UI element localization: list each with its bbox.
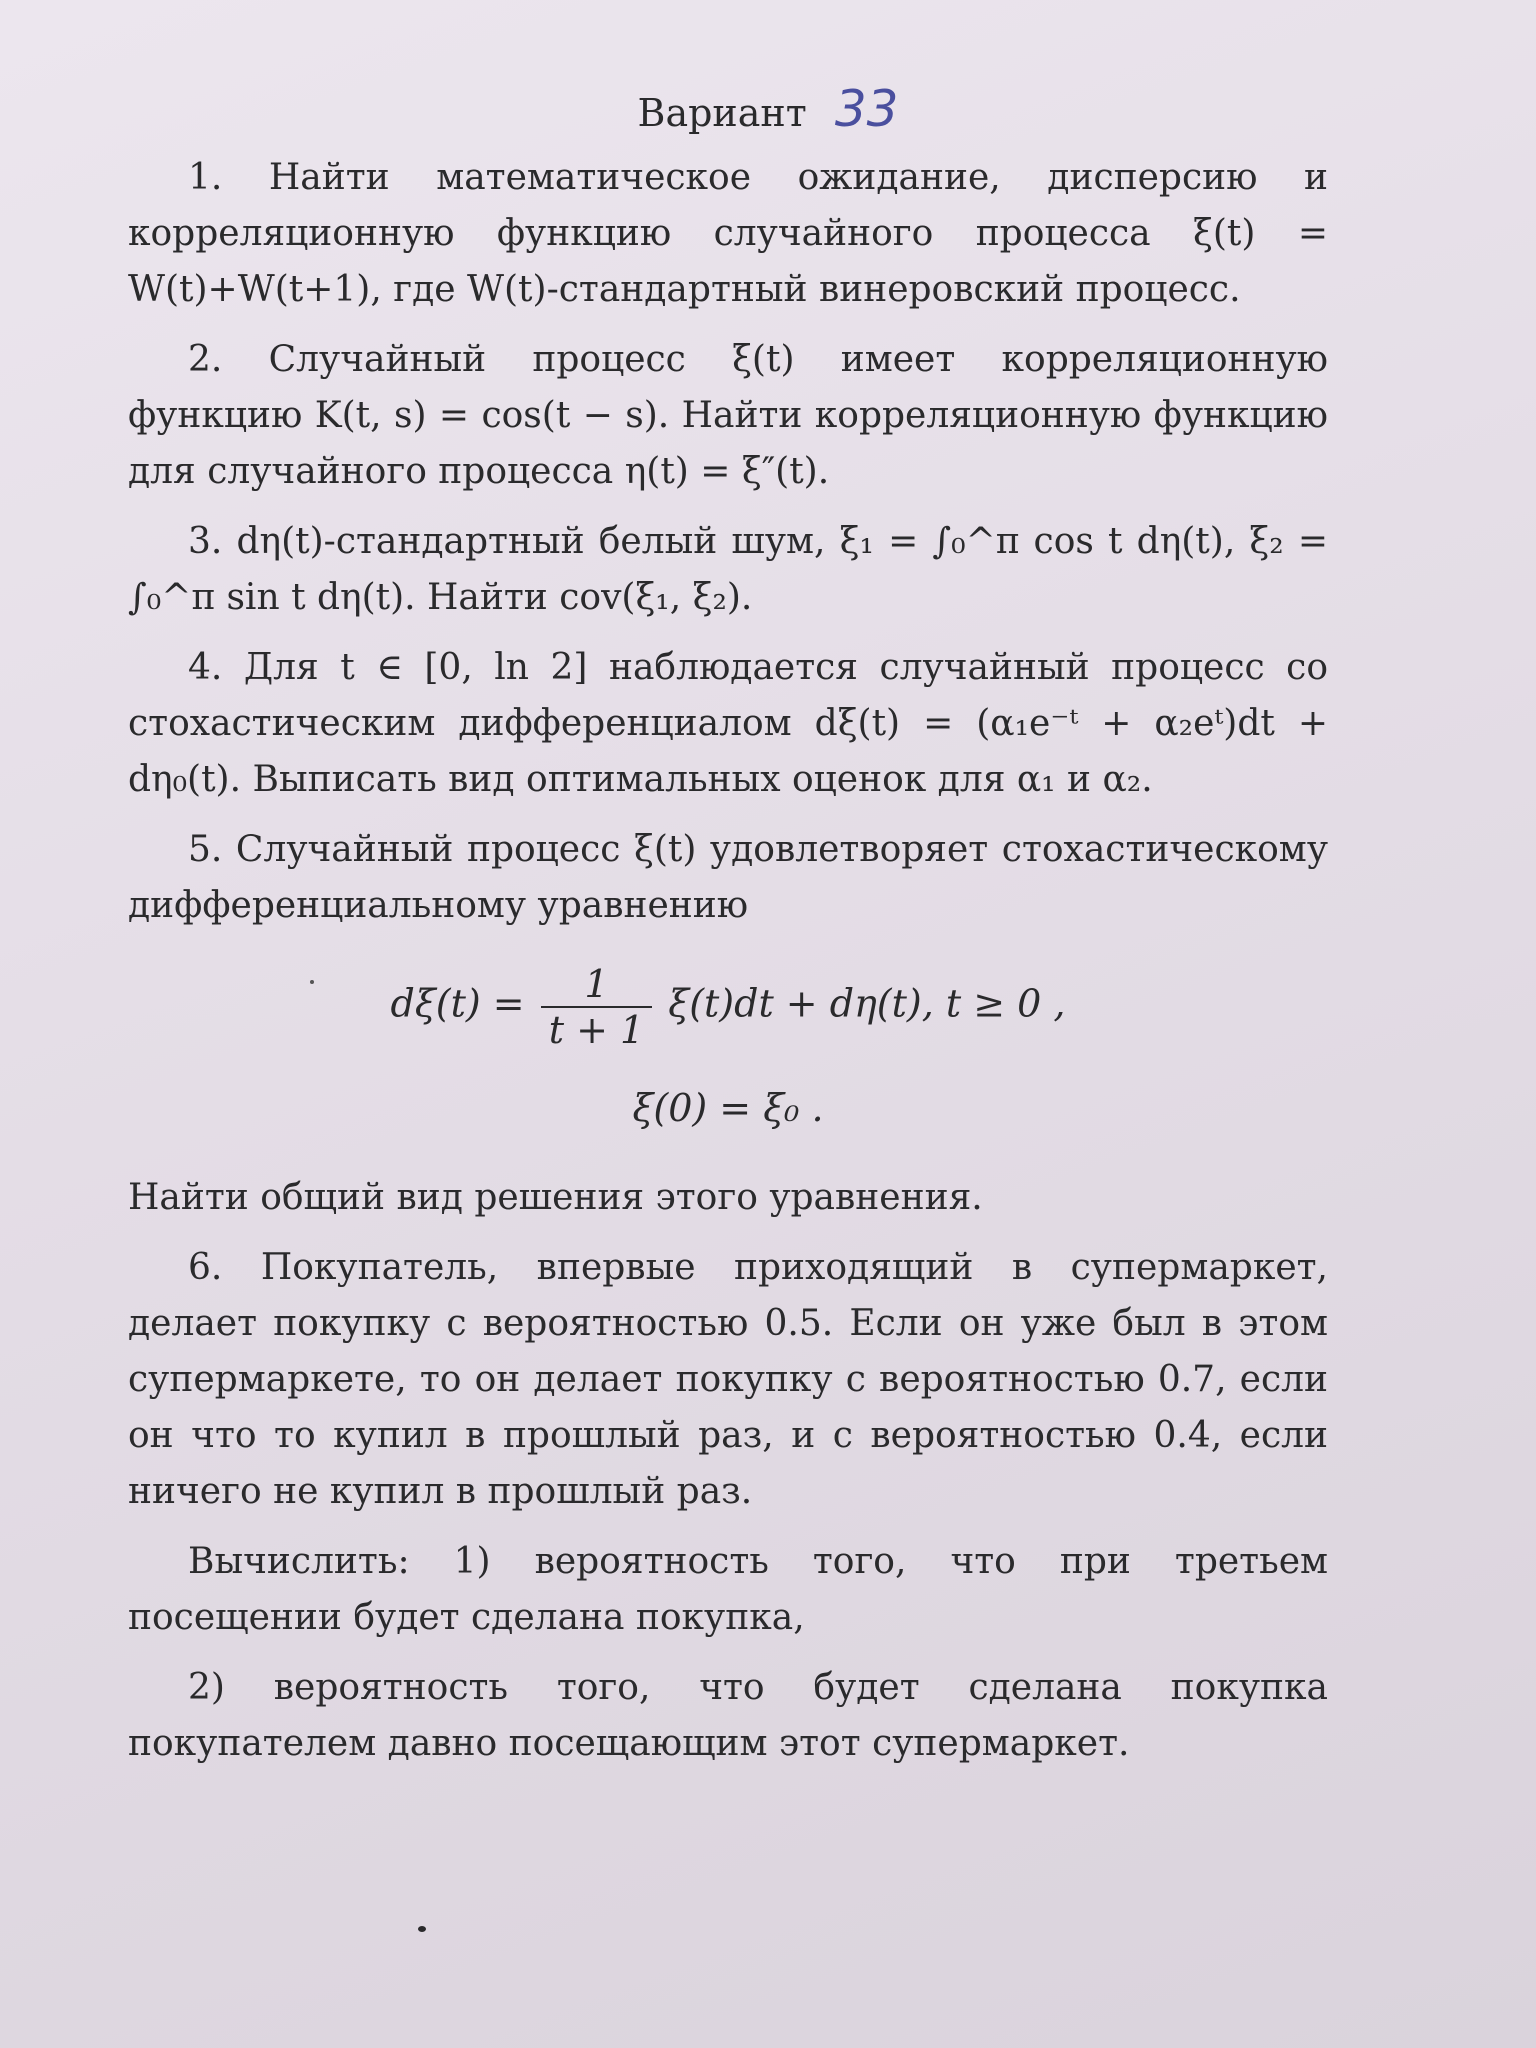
variant-number-handwritten: 33 — [834, 80, 899, 138]
equation-left: dξ(t) = — [390, 981, 525, 1026]
variant-header — [0, 80, 1536, 138]
problem-6-question-1: Вычислить: 1) вероятность того, что при третьем посещении будет сделана покупка, — [128, 1541, 1328, 1638]
problem-4: 4. Для t ∈ [0, ln 2] наблюдается случайный процесс со стохастическим дифференциалом dξ(t) = (α₁e⁻ᵗ + α₂eᵗ)dt + dη₀(t). Выписать вид оптимальных оценок для α₁ и α₂. — [128, 647, 1328, 800]
problem-5-outro: Найти общий вид решения этого уравнения. — [128, 1177, 983, 1218]
problem-6: 6. Покупатель, впервые приходящий в супермаркет, делает покупку с вероятностью 0.5. Если он уже был в этом супермаркете, то он делает покупку с вероятностью 0.7, если он что то купил в прошлый раз, и с вероятностью 0.4, если ничего не купил в прошлый раз. — [128, 1247, 1328, 1512]
problem-6-question-2: 2) вероятность того, что будет сделана покупка покупателем давно посещающим этот супермаркет. — [128, 1667, 1328, 1764]
variant-label: Вариант — [637, 91, 807, 135]
problem-1: 1. Найти математическое ожидание, дисперсию и корреляционную функцию случайного процесса ξ(t) = W(t)+W(t+1), где W(t)-стандартный винеровский процесс. — [128, 157, 1328, 310]
fraction-denominator: t + 1 — [548, 1008, 645, 1052]
stray-dot — [310, 980, 314, 984]
fraction-numerator: 1 — [541, 962, 652, 1008]
problem-5-equation — [128, 962, 1328, 1052]
problems-list — [128, 150, 1328, 1786]
problem-5-intro: 5. Случайный процесс ξ(t) удовлетворяет стохастическому дифференциальному уравнению — [128, 829, 1328, 926]
problem-2: 2. Случайный процесс ξ(t) имеет корреляционную функцию K(t, s) = cos(t − s). Найти корреляционную функцию для случайного процесса η(t) = ξ″(t). — [128, 339, 1328, 492]
pen-mark — [418, 1926, 426, 1932]
problem-3: 3. dη(t)-стандартный белый шум, ξ₁ = ∫₀^π cos t dη(t), ξ₂ = ∫₀^π sin t dη(t). Найти cov(ξ₁, ξ₂). — [128, 521, 1328, 618]
problem-5-initial-condition: ξ(0) = ξ₀ . — [632, 1086, 824, 1130]
equation-right: ξ(t)dt + dη(t), t ≥ 0 , — [668, 981, 1066, 1026]
equation-fraction — [541, 962, 652, 1052]
